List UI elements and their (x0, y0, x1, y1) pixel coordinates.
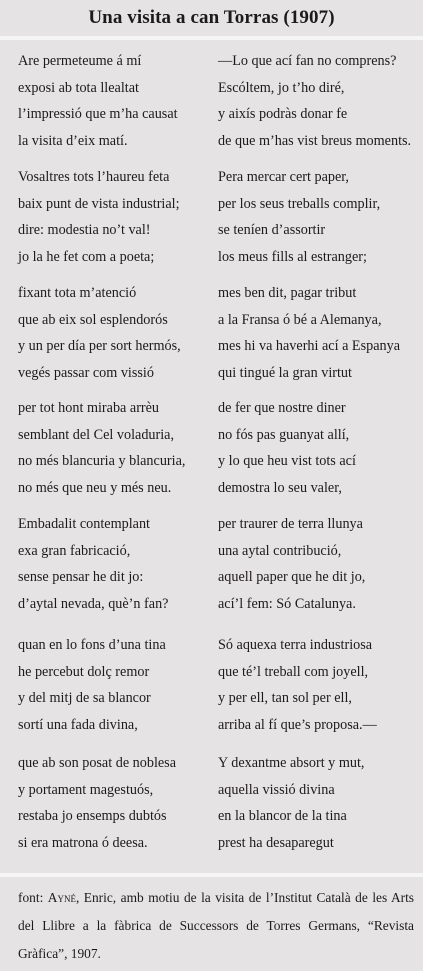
stanza (218, 48, 411, 154)
verse-line: en la blancor de la tina (218, 808, 347, 824)
verse-line: y portament magestuós, (18, 781, 154, 798)
verse-line: sense pensar he dit jo: (18, 569, 144, 585)
verse-line: l’impressió que m’ha causat (18, 106, 178, 122)
verse-line: una aytal contribució, (218, 542, 342, 559)
verse-line: y un per día per sort hermós, (18, 338, 181, 354)
stanza (218, 280, 400, 386)
source-author: Ayné (47, 890, 76, 905)
verse-line: y per ell, tan sol per ell, (218, 690, 352, 706)
verse-line: a la Fransa ó bé a Alemanya, (218, 311, 382, 328)
stanza (18, 632, 166, 738)
source-note (18, 884, 414, 968)
stanza (218, 395, 356, 501)
verse-line: Vosaltres tots l’haureu feta (18, 169, 170, 185)
verse-line: Só aquexa terra industriosa (218, 637, 373, 653)
verse-line: per traurer de terra llunya (218, 516, 363, 532)
verse-line: la visita d’eix matí. (18, 132, 128, 149)
stanza (218, 164, 380, 270)
verse-line: baix punt de vista industrial; (18, 195, 180, 212)
verse-line: de que m’has vist breus moments. (218, 132, 412, 149)
stanza (18, 511, 168, 617)
verse-line: exa gran fabricació, (18, 542, 131, 559)
verse-line: y aixís podràs donar fe (218, 106, 348, 122)
stanza (218, 511, 365, 617)
verse-line: vegés passar com vissió (18, 364, 154, 381)
verse-line: se teníen d’assortir (218, 222, 326, 238)
stanza (18, 750, 176, 856)
footer-divider (0, 873, 423, 877)
verse-line: prest ha desaparegut (218, 834, 334, 851)
verse-line: los meus fills al estranger; (218, 248, 367, 265)
verse-line: he percebut dolç remor (18, 663, 150, 680)
verse-line: ací’l fem: Só Catalunya. (218, 595, 356, 612)
verse-line: y lo que heu vist tots ací (218, 453, 356, 469)
verse-line: Escóltem, jo t’ho diré, (218, 79, 345, 96)
verse-line: no fós pas guanyat allí, (218, 426, 350, 443)
verse-line: sortí una fada divina, (18, 716, 138, 733)
title-divider (0, 36, 423, 40)
source-text: , Enric, amb motiu de la visita de l’Institut Català de les Arts del Llibre a la fàbrica de Successors de Torres Germans, “Revista Gràfica”, 1907. (18, 890, 415, 961)
verse-line: restaba jo ensemps dubtós (18, 808, 167, 824)
verse-line: si era matrona ó deesa. (18, 834, 148, 851)
verse-line: mes hi va haverhi ací a Espanya (218, 338, 400, 354)
verse-line: Y dexantme absort y mut, (218, 755, 365, 771)
verse-line: semblant del Cel voladuria, (18, 426, 175, 443)
verse-line: de fer que nostre diner (218, 400, 346, 416)
verse-line: per los seus treballs complir, (218, 195, 381, 212)
verse-line: Embadalit contemplant (18, 516, 150, 532)
title-bar (0, 0, 423, 36)
stanza (18, 280, 181, 386)
verse-line: Pera mercar cert paper, (218, 169, 349, 185)
verse-line: qui tingué la gran virtut (218, 364, 352, 381)
verse-line: que té’l treball com joyell, (218, 663, 369, 680)
verse-line: jo la he fet com a poeta; (18, 248, 155, 265)
verse-line: arriba al fí que’s proposa.— (218, 716, 377, 733)
verse-line: quan en lo fons d’una tina (18, 637, 166, 653)
verse-line: que ab son posat de noblesa (18, 755, 176, 771)
stanza (18, 395, 185, 501)
verse-line: no més que neu y més neu. (18, 479, 172, 496)
verse-line: que ab eix sol esplendorós (18, 311, 168, 328)
verse-line: aquell paper que he dit jo, (218, 569, 366, 585)
verse-line: no més blancuria y blancuria, (18, 453, 186, 469)
verse-line: demostra lo seu valer, (218, 479, 342, 496)
verse-line: dire: modestia no’t val! (18, 222, 151, 238)
source-prefix: font: (18, 890, 48, 905)
document-title: Una visita a can Torras (1907) (88, 7, 335, 28)
verse-line: exposi ab tota llealtat (18, 79, 139, 96)
verse-line: mes ben dit, pagar tribut (218, 285, 357, 301)
stanza (218, 632, 377, 738)
verse-line: —Lo que ací fan no comprens? (218, 53, 397, 69)
verse-line: fixant tota m’atenció (18, 285, 137, 301)
verse-line: Are permeteume á mí (18, 53, 142, 69)
stanza (218, 750, 364, 856)
verse-line: y del mitj de sa blancor (18, 690, 151, 706)
verse-line: aquella vissió divina (218, 781, 335, 798)
stanza (18, 48, 178, 154)
stanza (18, 164, 180, 270)
verse-line: per tot hont miraba arrèu (18, 400, 160, 416)
verse-line: d’aytal nevada, què’n fan? (18, 595, 169, 612)
